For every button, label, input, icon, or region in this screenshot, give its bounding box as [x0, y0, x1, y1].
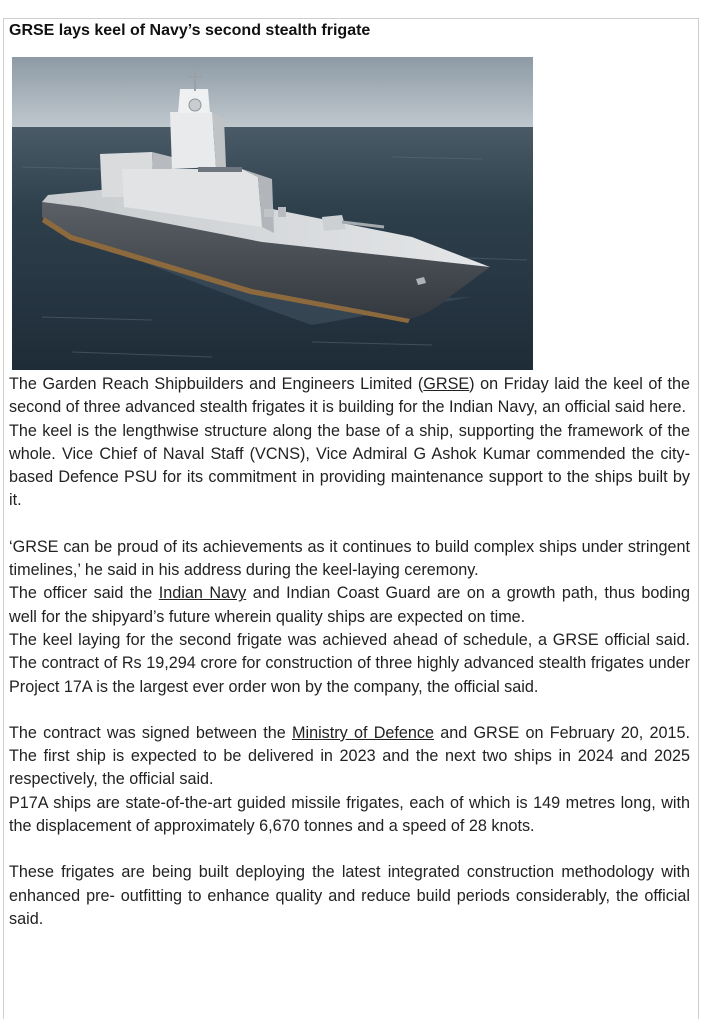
sky [12, 57, 533, 132]
paragraph-text: The Garden Reach Shipbuilders and Engineers Limited ( [9, 375, 424, 393]
paragraph-text: The officer said the [9, 584, 159, 603]
frigate-illustration [12, 57, 533, 370]
radar-dome [189, 99, 201, 111]
ministry-of-defence-link[interactable]: Ministry of Defence [292, 723, 434, 742]
article-body [9, 373, 690, 931]
paragraph-1 [9, 373, 690, 420]
bridge-windows [198, 167, 242, 172]
mast-tower [170, 112, 216, 169]
deck-fitting [278, 207, 286, 217]
indian-navy-link[interactable]: Indian Navy [158, 584, 247, 603]
paragraph-4 [9, 582, 690, 629]
paragraph-7: P17A ships are state-of-the-art guided missile frigates, each of which is 149 metres long, with the displacement of approximately 6,670 tonnes and a speed of 28 knots. [9, 793, 690, 836]
deck-fitting [264, 209, 274, 217]
paragraph-text: ) on Friday laid the keel of the second of three advanced stealth frigates it is building for the Indian Navy, an official said here. [9, 375, 690, 417]
paragraph-3: ‘GRSE can be proud of its achievements as it continues to build complex ships under stringent timelines,’ he said in his address during the keel-laying ceremony. [9, 537, 690, 580]
paragraph-text: and GRSE on February 20, 2015. The first ship is expected to be delivered in 2023 and the next two ships in 2024 and 2025 respectively, the official said. [9, 723, 690, 789]
frigate-photo [12, 57, 533, 370]
grse-link[interactable]: GRSE [423, 375, 470, 393]
paragraph-2: The keel is the lengthwise structure along the base of a ship, supporting the framework of the whole. Vice Chief of Naval Staff (VCNS), Vice Admiral G Ashok Kumar commended the city-based Defence PSU for its commitment in providing maintenance support to the ships built by it. [9, 421, 690, 510]
paragraph-text: The contract was signed between the [9, 723, 292, 742]
paragraph-6 [9, 722, 690, 792]
paragraph-8: These frigates are being built deploying the latest integrated construction methodology with enhanced pre- outfitting to enhance quality and reduce build periods considerably, the official said. [9, 863, 690, 928]
paragraph-5: The keel laying for the second frigate was achieved ahead of schedule, a GRSE official said. The contract of Rs 19,294 crore for construction of three highly advanced stealth frigates under Project 17A is the largest ever order won by the company, the official said. [9, 630, 690, 696]
paragraph-text: and Indian Coast Guard are on a growth path, thus boding well for the shipyard’s future wherein quality ships are expected on time. [9, 584, 691, 626]
article-headline: GRSE lays keel of Navy’s second stealth frigate [9, 22, 371, 39]
